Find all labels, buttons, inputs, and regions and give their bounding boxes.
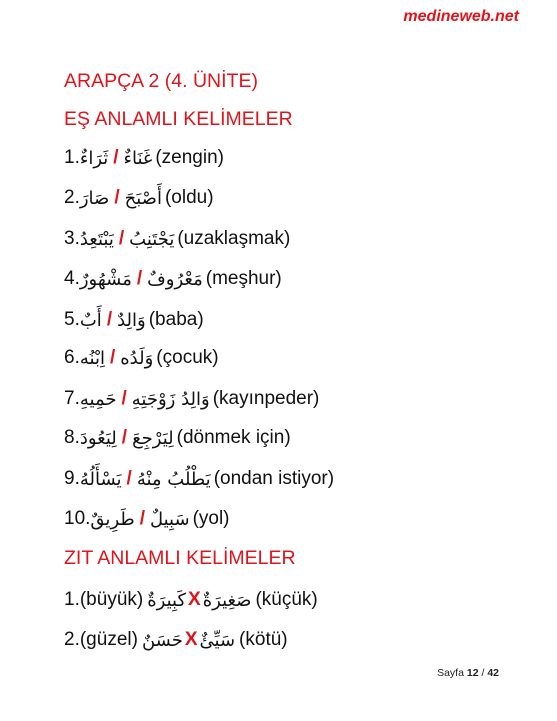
- synonym-row: [64, 386, 319, 412]
- arabic-word: حَمِيهِ: [79, 388, 117, 410]
- arabic-word: كَبِيرَةٌ: [147, 589, 187, 611]
- synonym-row: [64, 345, 219, 371]
- synonym-row: [64, 185, 214, 211]
- separator-slash: /: [114, 187, 120, 208]
- separator-slash: /: [109, 347, 116, 368]
- arabic-word: وَلَدُه: [120, 347, 154, 369]
- total-pages: 42: [487, 667, 499, 679]
- arabic-word: ثَرَاءٌ: [79, 147, 109, 169]
- arabic-word: اِبْنُه: [79, 347, 105, 369]
- row-number: 9.: [64, 468, 80, 489]
- arabic-word: لِيَعُودَ: [79, 427, 117, 449]
- synonym-row: [64, 506, 230, 532]
- arabic-word: مَشْهُورٌ: [79, 268, 132, 290]
- turkish-meaning: (ondan istiyor): [213, 468, 335, 489]
- page-number: [437, 667, 499, 679]
- turkish-meaning: (kötü): [239, 629, 288, 650]
- turkish-meaning: (yol): [192, 508, 230, 529]
- page-separator: /: [481, 667, 485, 679]
- arabic-word: طَرِيقٌ: [90, 508, 135, 530]
- separator-slash: /: [106, 309, 113, 330]
- synonym-row: [64, 466, 334, 492]
- turkish-meaning: (kayınpeder): [212, 388, 320, 409]
- turkish-meaning: (dönmek için): [176, 427, 291, 448]
- synonym-row: [64, 145, 224, 171]
- turkish-meaning: (zengin): [155, 147, 224, 168]
- antonym-x-mark: X: [184, 629, 198, 650]
- arabic-word: سَيِّئٌ: [199, 629, 236, 651]
- arabic-word: سَبِيلٌ: [149, 508, 190, 530]
- separator-slash: /: [121, 427, 128, 448]
- turkish-meaning: (oldu): [164, 187, 214, 208]
- synonym-row: [64, 226, 290, 252]
- row-number: 3.: [64, 228, 80, 249]
- row-number: 5.: [64, 309, 80, 330]
- turkish-meaning: (büyük): [79, 589, 144, 610]
- separator-slash: /: [118, 228, 125, 249]
- turkish-meaning: (uzaklaşmak): [177, 228, 291, 249]
- arabic-word: يَطْلُبُ مِنْهُ: [136, 468, 211, 490]
- turkish-meaning: (meşhur): [205, 268, 282, 289]
- arabic-word: حَسَنٌ: [141, 629, 183, 651]
- arabic-word: أَبٌ: [79, 309, 102, 331]
- antonym-x-mark: X: [188, 589, 201, 610]
- separator-slash: /: [113, 147, 119, 168]
- separator-slash: /: [121, 388, 127, 409]
- separator-slash: /: [126, 468, 132, 489]
- row-number: 10.: [64, 508, 91, 529]
- synonym-row: [64, 425, 291, 451]
- site-watermark: medineweb.net: [403, 8, 519, 25]
- page-title: ARAPÇA 2 (4. ÜNİTE): [64, 70, 258, 92]
- synonym-row: [64, 307, 204, 333]
- separator-slash: /: [136, 268, 143, 289]
- row-number: 7.: [64, 388, 80, 409]
- row-number: 2.: [64, 187, 80, 208]
- section-heading-antonyms: ZIT ANLAMLI KELİMELER: [64, 547, 296, 569]
- row-number: 8.: [64, 427, 80, 448]
- arabic-word: لِيَرْجِعَ: [132, 427, 174, 449]
- current-page: 12: [466, 667, 479, 679]
- arabic-word: يَبْتَعِدُ: [79, 228, 114, 250]
- row-number: 4.: [64, 268, 80, 289]
- row-number: 2.: [64, 629, 80, 650]
- antonym-row: [64, 627, 288, 653]
- page-label: Sayfa: [437, 667, 464, 679]
- arabic-word: غَنَاءٌ: [123, 147, 153, 169]
- arabic-word: وَالِدٌ: [117, 309, 146, 331]
- antonym-row: [64, 587, 318, 613]
- row-number: 6.: [64, 347, 80, 368]
- arabic-word: وَالِدُ زَوْجَتِهِ: [131, 388, 210, 410]
- turkish-meaning: (güzel): [79, 629, 138, 650]
- section-heading-synonyms: EŞ ANLAMLI KELİMELER: [64, 108, 293, 130]
- row-number: 1.: [64, 589, 80, 610]
- arabic-word: صَارَ: [79, 187, 110, 209]
- separator-slash: /: [139, 508, 145, 529]
- turkish-meaning: (çocuk): [156, 347, 219, 368]
- arabic-word: مَعْرُوفٌ: [147, 268, 203, 290]
- turkish-meaning: (küçük): [255, 589, 318, 610]
- row-number: 1.: [64, 147, 80, 168]
- synonym-row: [64, 266, 282, 292]
- arabic-word: يَسْأَلُهُ: [79, 468, 122, 490]
- turkish-meaning: (baba): [148, 309, 204, 330]
- arabic-word: يَجْتَنِبُ: [129, 228, 175, 250]
- arabic-word: صَغِيرَةٌ: [202, 589, 252, 611]
- arabic-word: أَصْبَحَ: [124, 187, 162, 209]
